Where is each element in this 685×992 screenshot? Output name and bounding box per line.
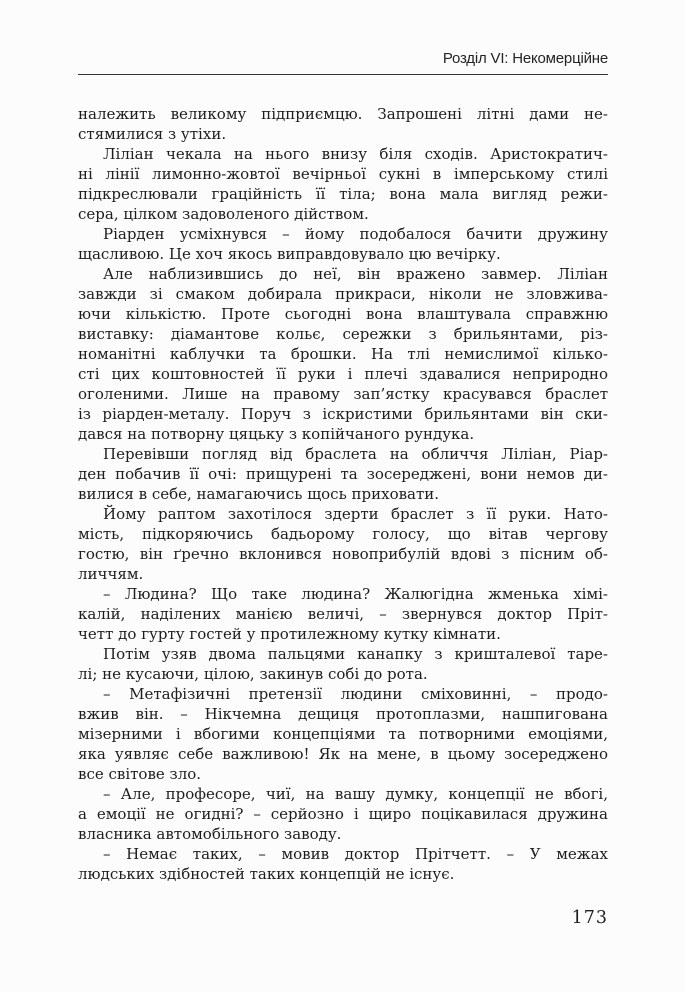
text-line: гостю, він ґречно вклонився новоприбулій вдові з пісним об- — [78, 545, 608, 563]
text-line: мізерними і вбогими концепціями та потворними емоціями, — [78, 725, 608, 743]
chapter-title: Розділ VI: Некомерційне — [442, 50, 608, 67]
text-line: ден побачив її очі: прищурені та зосереджені, вони немов ди- — [78, 465, 608, 483]
text-line: вилися в себе, намагаючись щось приховати. — [78, 485, 440, 503]
text-line: – Але, професоре, чиї, на вашу думку, концепції не вбогі, — [103, 785, 608, 803]
text-line: завжди зі смаком добирала прикраси, ніколи не зловжива- — [78, 285, 608, 303]
running-header — [78, 50, 608, 67]
text-line: четт до гурту гостей у протилежному кутку кімнати. — [78, 625, 501, 643]
text-line: все світове зло. — [78, 765, 202, 783]
header-rule — [78, 74, 608, 75]
text-line: личчям. — [78, 565, 144, 583]
text-line: – Немає таких, – мовив доктор Прітчетт. – У межах — [103, 845, 608, 863]
text-line: виставку: діамантове кольє, сережки з брильянтами, різ- — [78, 325, 608, 343]
text-line: калій, наділених манією величі, – звернувся доктор Пріт- — [78, 605, 608, 623]
body-text — [78, 104, 608, 884]
text-line: номанітні каблучки та брошки. На тлі немислимої кілько- — [78, 345, 608, 363]
text-line: із ріарден-металу. Поруч з іскристими брильянтами він ски- — [78, 405, 608, 423]
text-line: дався на потворну цяцьку з копійчаного рундука. — [78, 425, 475, 443]
text-line: належить великому підприємцю. Запрошені літні дами не- — [78, 105, 608, 123]
text-line: власника автомобільного заводу. — [78, 825, 342, 843]
text-line: мість, підкоряючись бадьорому голосу, що вітав чергову — [78, 525, 608, 543]
text-line: лі; не кусаючи, цілою, закинув собі до рота. — [78, 665, 428, 683]
text-line: а емоції не огидні? – серйозно і щиро поцікавилася дружина — [78, 805, 608, 823]
text-line: Йому раптом захотілося здерти браслет з її руки. Нато- — [103, 505, 608, 523]
text-line: Але наблизившись до неї, він вражено завмер. Ліліан — [103, 265, 608, 283]
page-number: 173 — [571, 908, 608, 928]
text-line: ні лінії лимонно-жовтої вечірньої сукні в імперському стилі — [78, 165, 608, 183]
text-line: Потім узяв двома пальцями канапку з кришталевої таре- — [103, 645, 608, 663]
text-line: Ліліан чекала на нього внизу біля сходів. Аристократич- — [103, 145, 608, 163]
text-line: підкреслювали граційність її тіла; вона мала вигляд режи- — [78, 185, 608, 203]
text-line: оголеними. Лише на правому зап’ястку красувався браслет — [78, 385, 608, 403]
text-line: стямилися з утіхи. — [78, 125, 227, 143]
text-line: щасливою. Це хоч якось виправдовувало цю вечірку. — [78, 245, 501, 263]
text-line: Ріарден усміхнувся – йому подобалося бачити дружину — [103, 225, 608, 243]
text-line: яка уявляє себе важливою! Як на мене, в цьому зосереджено — [78, 745, 608, 763]
text-line: ючи кількістю. Проте сьогодні вона влаштувала справжню — [78, 305, 608, 323]
text-line: вжив він. – Нікчемна дещиця протоплазми, нашпигована — [78, 705, 608, 723]
text-line: Перевівши погляд від браслета на обличчя Ліліан, Ріар- — [103, 445, 608, 463]
text-line: – Людина? Що таке людина? Жалюгідна жменька хімі- — [103, 585, 608, 603]
text-line: людських здібностей таких концепцій не існує. — [78, 865, 455, 883]
text-line: сті цих коштовностей її руки і плечі здавалися неприродно — [78, 365, 608, 383]
text-line: сера, цілком задоволеного дійством. — [78, 205, 369, 223]
text-line: – Метафізичні претензії людини сміховинні, – продо- — [103, 685, 608, 703]
